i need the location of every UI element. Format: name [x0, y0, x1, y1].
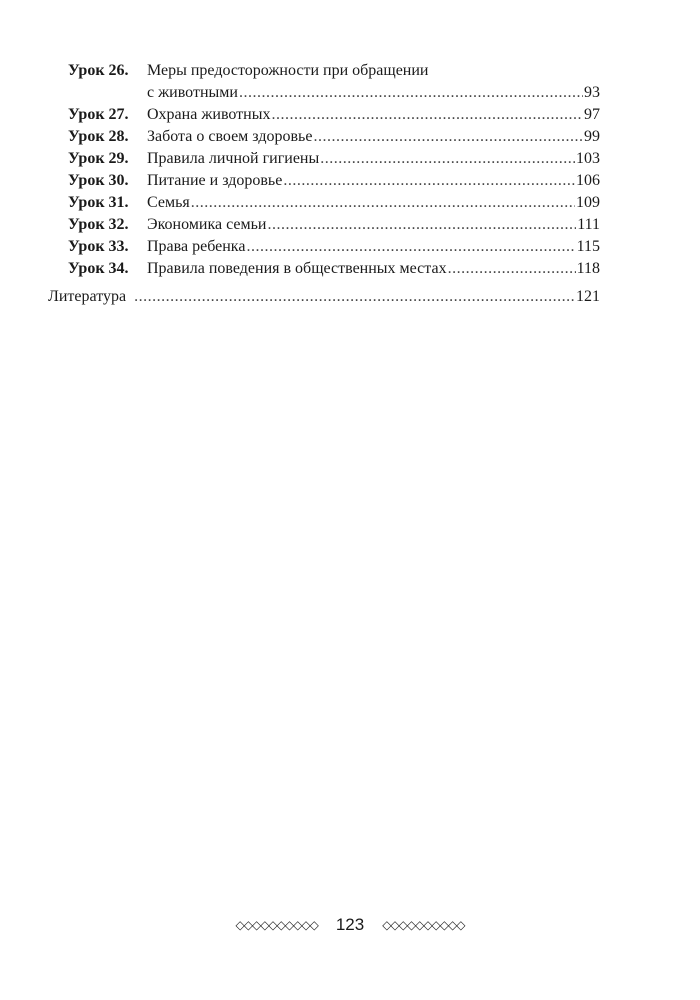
- page-number: 109: [576, 194, 600, 211]
- dot-leader: [191, 192, 575, 214]
- toc-entry-lesson-32[interactable]: [68, 214, 600, 236]
- toc-entry-lesson-28[interactable]: [68, 126, 600, 148]
- page-number: 103: [576, 150, 600, 167]
- lesson-number: Урок 33.: [68, 238, 129, 255]
- toc-entry-lesson-27[interactable]: [68, 104, 600, 126]
- dot-leader: [239, 82, 583, 104]
- page-number: 111: [577, 216, 600, 233]
- page-number: 93: [584, 84, 600, 101]
- page-number: 118: [576, 260, 600, 277]
- ornament-left: ◇◇◇◇◇◇◇◇◇◇: [235, 918, 318, 932]
- lesson-number: Урок 31.: [68, 194, 129, 211]
- dot-leader: [267, 214, 576, 236]
- lesson-title: Правила личной гигиены: [147, 150, 320, 167]
- dot-leader: [134, 286, 575, 308]
- toc-entry-lesson-26-line2[interactable]: [68, 82, 600, 104]
- lesson-number: Урок 30.: [68, 172, 129, 189]
- ornament-right: ◇◇◇◇◇◇◇◇◇◇: [382, 918, 465, 932]
- lesson-number: Урок 26.: [68, 62, 129, 79]
- lesson-title: Семья: [147, 194, 190, 211]
- toc-entry-lesson-33[interactable]: [68, 236, 600, 258]
- lesson-title: Правила поведения в общественных местах: [147, 260, 447, 277]
- table-of-contents: [68, 60, 600, 280]
- lesson-number: Урок 32.: [68, 216, 129, 233]
- page-number: 121: [576, 288, 600, 305]
- lesson-number: Урок 34.: [68, 260, 129, 277]
- toc-entry-lesson-34[interactable]: [68, 258, 600, 280]
- lesson-title: Права ребенка: [147, 238, 246, 255]
- toc-entry-lesson-29[interactable]: [68, 148, 600, 170]
- page-number: 99: [584, 128, 600, 145]
- page-number: 106: [576, 172, 600, 189]
- toc-entry-literature[interactable]: [48, 286, 600, 308]
- page-number: 97: [584, 106, 600, 123]
- dot-leader: [283, 170, 575, 192]
- lesson-title: Меры предосторожности при обращении: [147, 62, 429, 79]
- lesson-number: Урок 29.: [68, 150, 129, 167]
- page-number: 115: [576, 238, 600, 255]
- lesson-number: Урок 27.: [68, 106, 129, 123]
- literature-title: Литература: [48, 288, 127, 305]
- dot-leader: [271, 104, 583, 126]
- lesson-number: Урок 28.: [68, 128, 129, 145]
- lesson-title: с животными: [147, 84, 238, 101]
- toc-entry-lesson-30[interactable]: [68, 170, 600, 192]
- dot-leader: [246, 236, 575, 258]
- lesson-title: Забота о своем здоровье: [147, 128, 313, 145]
- lesson-title: Питание и здоровье: [147, 172, 283, 189]
- toc-entry-lesson-31[interactable]: [68, 192, 600, 214]
- dot-leader: [320, 148, 575, 170]
- toc-entry-lesson-26-line1: [68, 60, 600, 82]
- page-footer: [0, 914, 700, 935]
- footer-page-number: 123: [335, 915, 365, 934]
- lesson-title: Охрана животных: [147, 106, 271, 123]
- lesson-title: Экономика семьи: [147, 216, 267, 233]
- dot-leader: [313, 126, 583, 148]
- dot-leader: [448, 258, 576, 280]
